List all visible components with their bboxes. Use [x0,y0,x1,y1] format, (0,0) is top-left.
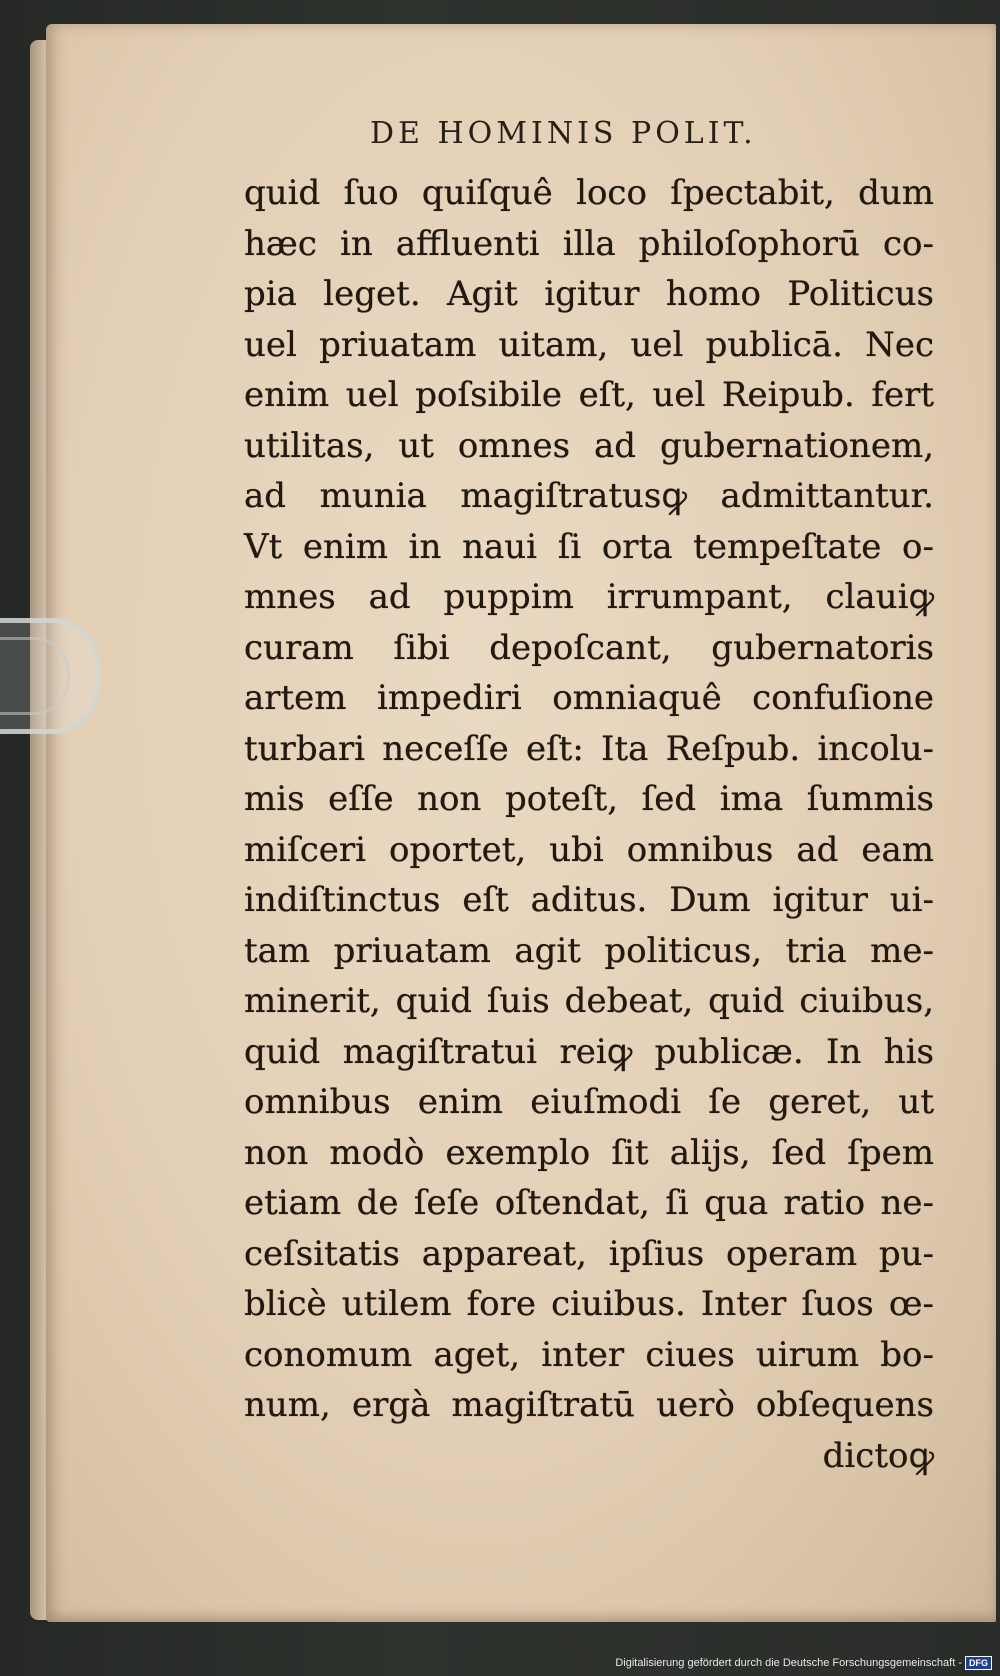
page-clip-inner [0,637,70,715]
text-line: blicè utilem fore ciuibus. Inter ſuos œ- [244,1284,934,1324]
text-line: non modò exemplo ſit alijs, ſed ſpem [244,1132,934,1173]
text-line: num, ergà magiſtratū uerò obſequens [244,1385,934,1425]
text-line: minerit, quid ſuis debeat, quid ciuibus, [244,981,934,1021]
text-line: miſceri oportet, ubi omnibus ad eam [244,829,934,870]
text-line: omnibus enim eiuſmodi ſe geret, ut [244,1082,934,1122]
page-clip [0,618,100,734]
text-line: mis eſſe non poteſt, ſed ima ſummis [244,779,934,819]
text-line: turbari neceſſe eſt: Ita Reſpub. incolu- [244,728,934,769]
body-text [244,168,934,1481]
text-line: pia leget. Agit igitur homo Politicus [244,274,934,314]
text-line: indiſtinctus eſt aditus. Dum igitur ui- [244,880,934,920]
running-head: DE HOMINIS POLIT. [370,116,757,151]
text-line: dictoꝙ [822,1435,934,1476]
text-line: tam priuatam agit politicus, tria me- [244,930,934,971]
text-line: enim uel poſsibile eſt, uel Reipub. fert [244,375,934,415]
text-line: curam ſibi depoſcant, gubernatoris [244,627,934,668]
text-line: mnes ad puppim irrumpant, clauiꝙ [244,577,934,617]
footer [615,1656,992,1670]
text-line: hæc in affluenti illa philoſophorū co- [244,223,934,264]
dfg-logo: DFG [965,1656,992,1670]
text-line: quid magiſtratui reiꝙ publicæ. In his [244,1031,934,1072]
footer-credit: Digitalisierung gefördert durch die Deutsche Forschungsgemeinschaft - [615,1657,962,1669]
text-line: etiam de ſeſe oſtendat, ſi qua ratio ne- [244,1183,934,1223]
text-line: Vt enim in naui ſi orta tempeſtate o- [244,526,934,567]
text-line: ceſsitatis appareat, ipſius operam pu- [244,1233,934,1274]
text-line: uel priuatam uitam, uel publicā. Nec [244,324,934,365]
text-line: utilitas, ut omnes ad gubernationem, [244,425,934,466]
text-line: ad munia magiſtratusꝙ admittantur. [244,476,934,516]
text-line: artem impediri omniaquê confuſione [244,678,934,718]
text-line: conomum aget, inter ciues uirum bo- [244,1334,934,1375]
text-line: quid ſuo quiſquê loco ſpectabit, dum [244,173,934,213]
